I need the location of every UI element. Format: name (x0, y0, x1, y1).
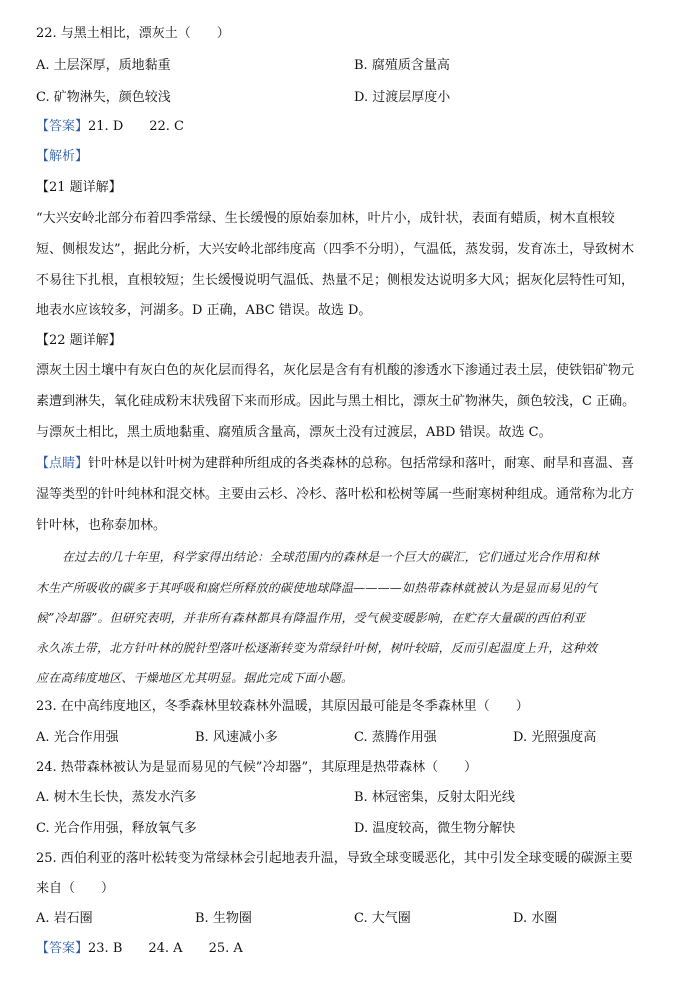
q25-option-d: D. 水圈 (513, 911, 558, 926)
passage-line: 在过去的几十年里，科学家得出结论：全球范围内的森林是一个巨大的碳汇，它们通过光合作用和林 (62, 550, 599, 564)
detail21-tag: 【21 题详解】 (36, 180, 122, 195)
detail21-line: “大兴安岭北部分布着四季常绿、生长缓慢的原始泰加林，叶片小，成针状，表面有蜡质，树木直根较 (36, 211, 615, 226)
q24-option-a: A. 树木生长快，蒸发水汽多 (36, 790, 197, 805)
tip-text: 针叶林是以针叶树为建群种所组成的各类森林的总称。包括常绿和落叶，耐寒、耐旱和喜温、喜 (88, 456, 635, 471)
q25-stem: 25. 西伯利亚的落叶松转变为常绿林会引起地表升温，导致全球变暖恶化，其中引发全球变暖的碳源主要 (36, 851, 633, 866)
answer-tag: 【答案】 (36, 119, 89, 134)
q22-option-a: A. 土层深厚，质地黏重 (36, 58, 171, 73)
answer-tag: 【答案】 (36, 941, 89, 956)
tip-tag: 【点睛】 (36, 456, 89, 471)
q22-stem: 22. 与黑土相比，漂灰土（ ） (36, 26, 230, 41)
passage-line: 候”冷却器”。但研究表明，并非所有森林都具有降温作用，受气候变暖影响，在贮存大量碳的西伯利亚 (36, 611, 586, 625)
q24-option-b: B. 林冠密集，反射太阳光线 (354, 790, 515, 805)
q23-option-c: C. 蒸腾作用强 (354, 730, 437, 745)
answer-text: 23. B 24. A 25. A (88, 941, 243, 956)
q24-option-d: D. 温度较高，微生物分解快 (354, 821, 516, 836)
analysis-tag: 【解析】 (36, 149, 89, 164)
q23-option-d: D. 光照强度高 (513, 730, 597, 745)
q22-option-d: D. 过渡层厚度小 (354, 90, 451, 105)
detail21-line: 不易往下扎根，直根较短；生长缓慢说明气温低、热量不足；侧根发达说明多大风；据灰化层特性可知， (36, 273, 635, 288)
tip-line: 针叶林，也称泰加林。 (36, 518, 167, 533)
q25-option-a: A. 岩石圈 (36, 911, 93, 926)
q24-option-c: C. 光合作用强，释放氧气多 (36, 821, 197, 836)
passage-line: 应在高纬度地区、干燥地区尤其明显。据此完成下面小题。 (36, 671, 354, 685)
q23-option-b: B. 风速减小多 (195, 730, 278, 745)
detail22-line: 漂灰土因土壤中有灰白色的灰化层而得名，灰化层是含有有机酸的渗透水下渗通过表土层，使铁铝矿物元 (36, 363, 635, 378)
passage-line: 木生产所吸收的碳多于其呼吸和腐烂所释放的碳使地球降温————如热带森林就被认为是显而易见的气 (36, 581, 598, 595)
q25-stem-cont: 来自（ ） (36, 881, 115, 896)
detail22-line: 素遭到淋失，氧化硅成粉末状残留下来而形成。因此与黑土相比，漂灰土矿物淋失，颜色较浅，C 正确。 (36, 394, 636, 409)
q23-stem: 23. 在中高纬度地区，冬季森林里较森林外温暖，其原因最可能是冬季森林里（ ） (36, 699, 529, 714)
passage-line: 永久冻土带，北方针叶林的脱针型落叶松逐渐转变为常绿针叶树，树叶较暗，反而引起温度上升，这种效 (36, 641, 598, 655)
q25-option-c: C. 大气圈 (354, 911, 411, 926)
q25-option-b: B. 生物圈 (195, 911, 252, 926)
q22-option-c: C. 矿物淋失，颜色较浅 (36, 90, 171, 105)
tip-first-line (36, 455, 634, 473)
q22-option-b: B. 腐殖质含量高 (354, 58, 450, 73)
detail22-tag: 【22 题详解】 (36, 333, 122, 348)
detail22-line: 与漂灰土相比，黑土质地黏重、腐殖质含量高，漂灰土没有过渡层，ABD 错误。故选 C。 (36, 425, 552, 440)
q23-option-a: A. 光合作用强 (36, 730, 119, 745)
detail21-line: 短、侧根发达”，据此分析，大兴安岭北部纬度高（四季不分明），气温低，蒸发弱，发育冻土，导致树木 (36, 242, 635, 257)
answer-text: 21. D 22. C (88, 119, 184, 134)
detail21-line: 地表水应该较多，河湖多。D 正确，ABC 错误。故选 D。 (36, 303, 372, 318)
q24-stem: 24. 热带森林被认为是显而易见的气候”冷却器”，其原理是热带森林（ ） (36, 760, 478, 775)
answer-line-2 (36, 940, 243, 958)
tip-line: 湿等类型的针叶纯林和混交林。主要由云杉、冷杉、落叶松和松树等属一些耐寒树种组成。通常称为北方 (36, 487, 635, 502)
answer-line-1 (36, 118, 184, 136)
